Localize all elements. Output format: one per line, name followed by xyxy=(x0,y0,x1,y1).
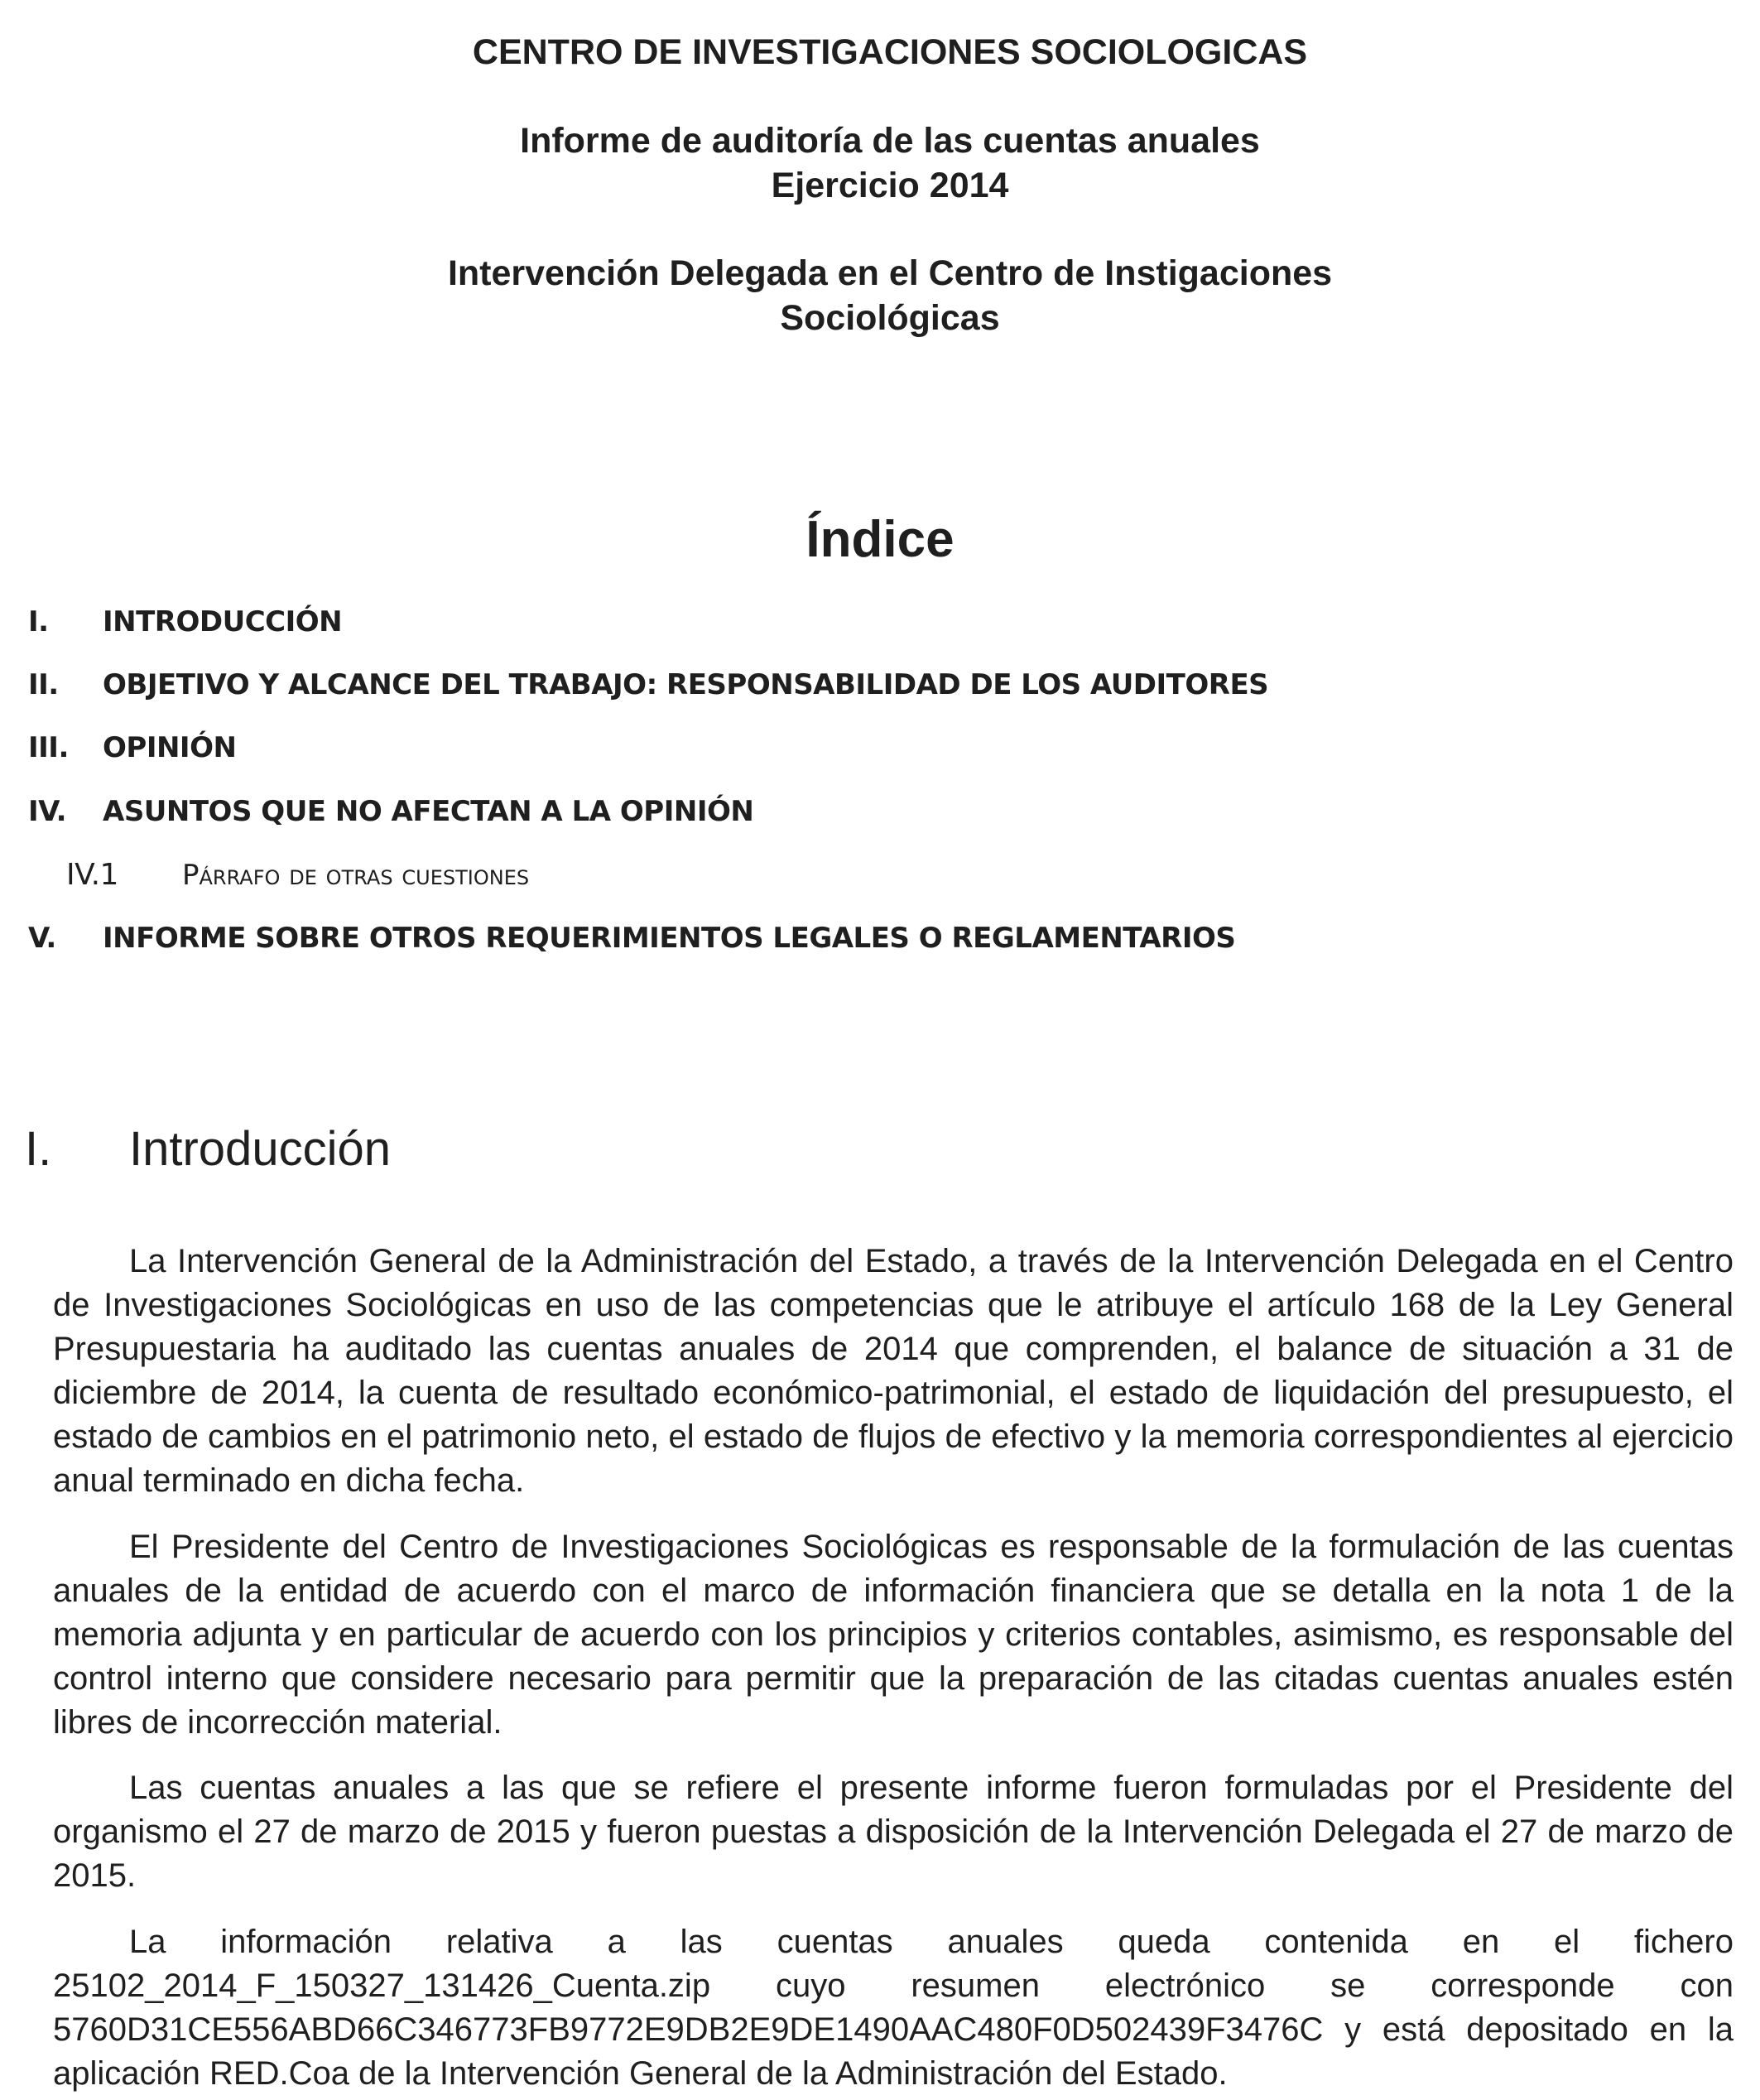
organization-heading: CENTRO DE INVESTIGACIONES SOCIOLOGICAS xyxy=(472,32,1308,72)
issuer-line-1: Intervención Delegada en el Centro de Instigaciones xyxy=(447,253,1333,293)
toc-label: OPINIÓN xyxy=(103,731,237,764)
toc-label: Párrafo de otras cuestiones xyxy=(182,859,530,892)
section-number: I. xyxy=(25,1122,52,1176)
paragraph: La Intervención General de la Administración del Estado, a través de la Intervención Delegada en el Centro de Investigaciones Sociológicas en uso de las competencias que le atribuye el artículo 168 de la Ley General Presupuestaria ha auditado las cuentas anuales de 2014 que comprenden, el balance de situación a 31 de diciembre de 2014, la cuenta de resultado económico-patrimonial, el estado de liquidación del presupuesto, el estado de cambios en el patrimonio neto, el estado de flujos de efectivo y la memoria correspondientes al ejercicio anual terminado en dicha fecha. xyxy=(53,1243,1734,1499)
paragraph: La información relativa a las cuentas anuales queda contenida en el fichero 25102_2014_F_150327_131426_Cuenta.zip cuyo resumen electrónico se corresponde con 5760D31CE556ABD66C346773FB9772E9DB2E9DE1490AAC480F0D502439F3476C y está depositado en la aplicación RED.Coa de la Intervención General de la Administración del Estado. xyxy=(53,1924,1734,2092)
issuer-line-2: Sociológicas xyxy=(780,298,1000,338)
toc-number: I. xyxy=(28,605,49,638)
toc-number: IV.1 xyxy=(66,858,118,892)
toc-label: INTRODUCCIÓN xyxy=(103,605,343,638)
paragraph: El Presidente del Centro de Investigaciones Sociológicas es responsable de la formulación de las cuentas anuales de la entidad de acuerdo con el marco de información financiera que se detalla en la nota 1 de la memoria adjunta y en particular de acuerdo con los principios y criterios contables, asimismo, es responsable del control interno que considere necesario para permitir que la preparación de las citadas cuentas anuales estén libres de incorrección material. xyxy=(53,1529,1734,1741)
report-title: Informe de auditoría de las cuentas anuales xyxy=(520,121,1260,161)
toc-label: ASUNTOS QUE NO AFECTAN A LA OPINIÓN xyxy=(103,795,754,828)
toc-number: V. xyxy=(28,922,56,955)
index-title: Índice xyxy=(805,511,955,568)
toc-number: IV. xyxy=(28,795,66,828)
toc-number: III. xyxy=(28,731,69,764)
fiscal-year: Ejercicio 2014 xyxy=(771,166,1009,205)
toc-label: INFORME SOBRE OTROS REQUERIMIENTOS LEGALES O REGLAMENTARIOS xyxy=(103,922,1236,955)
toc-label: OBJETIVO Y ALCANCE DEL TRABAJO: RESPONSABILIDAD DE LOS AUDITORES xyxy=(103,668,1269,701)
paragraph: Las cuentas anuales a las que se refiere el presente informe fueron formuladas por el Presidente del organismo el 27 de marzo de 2015 y fueron puestas a disposición de la Intervención Delegada el 27 de marzo de 2015. xyxy=(53,1770,1734,1894)
toc-number: II. xyxy=(28,668,59,701)
section-title: Introducción xyxy=(129,1122,391,1176)
